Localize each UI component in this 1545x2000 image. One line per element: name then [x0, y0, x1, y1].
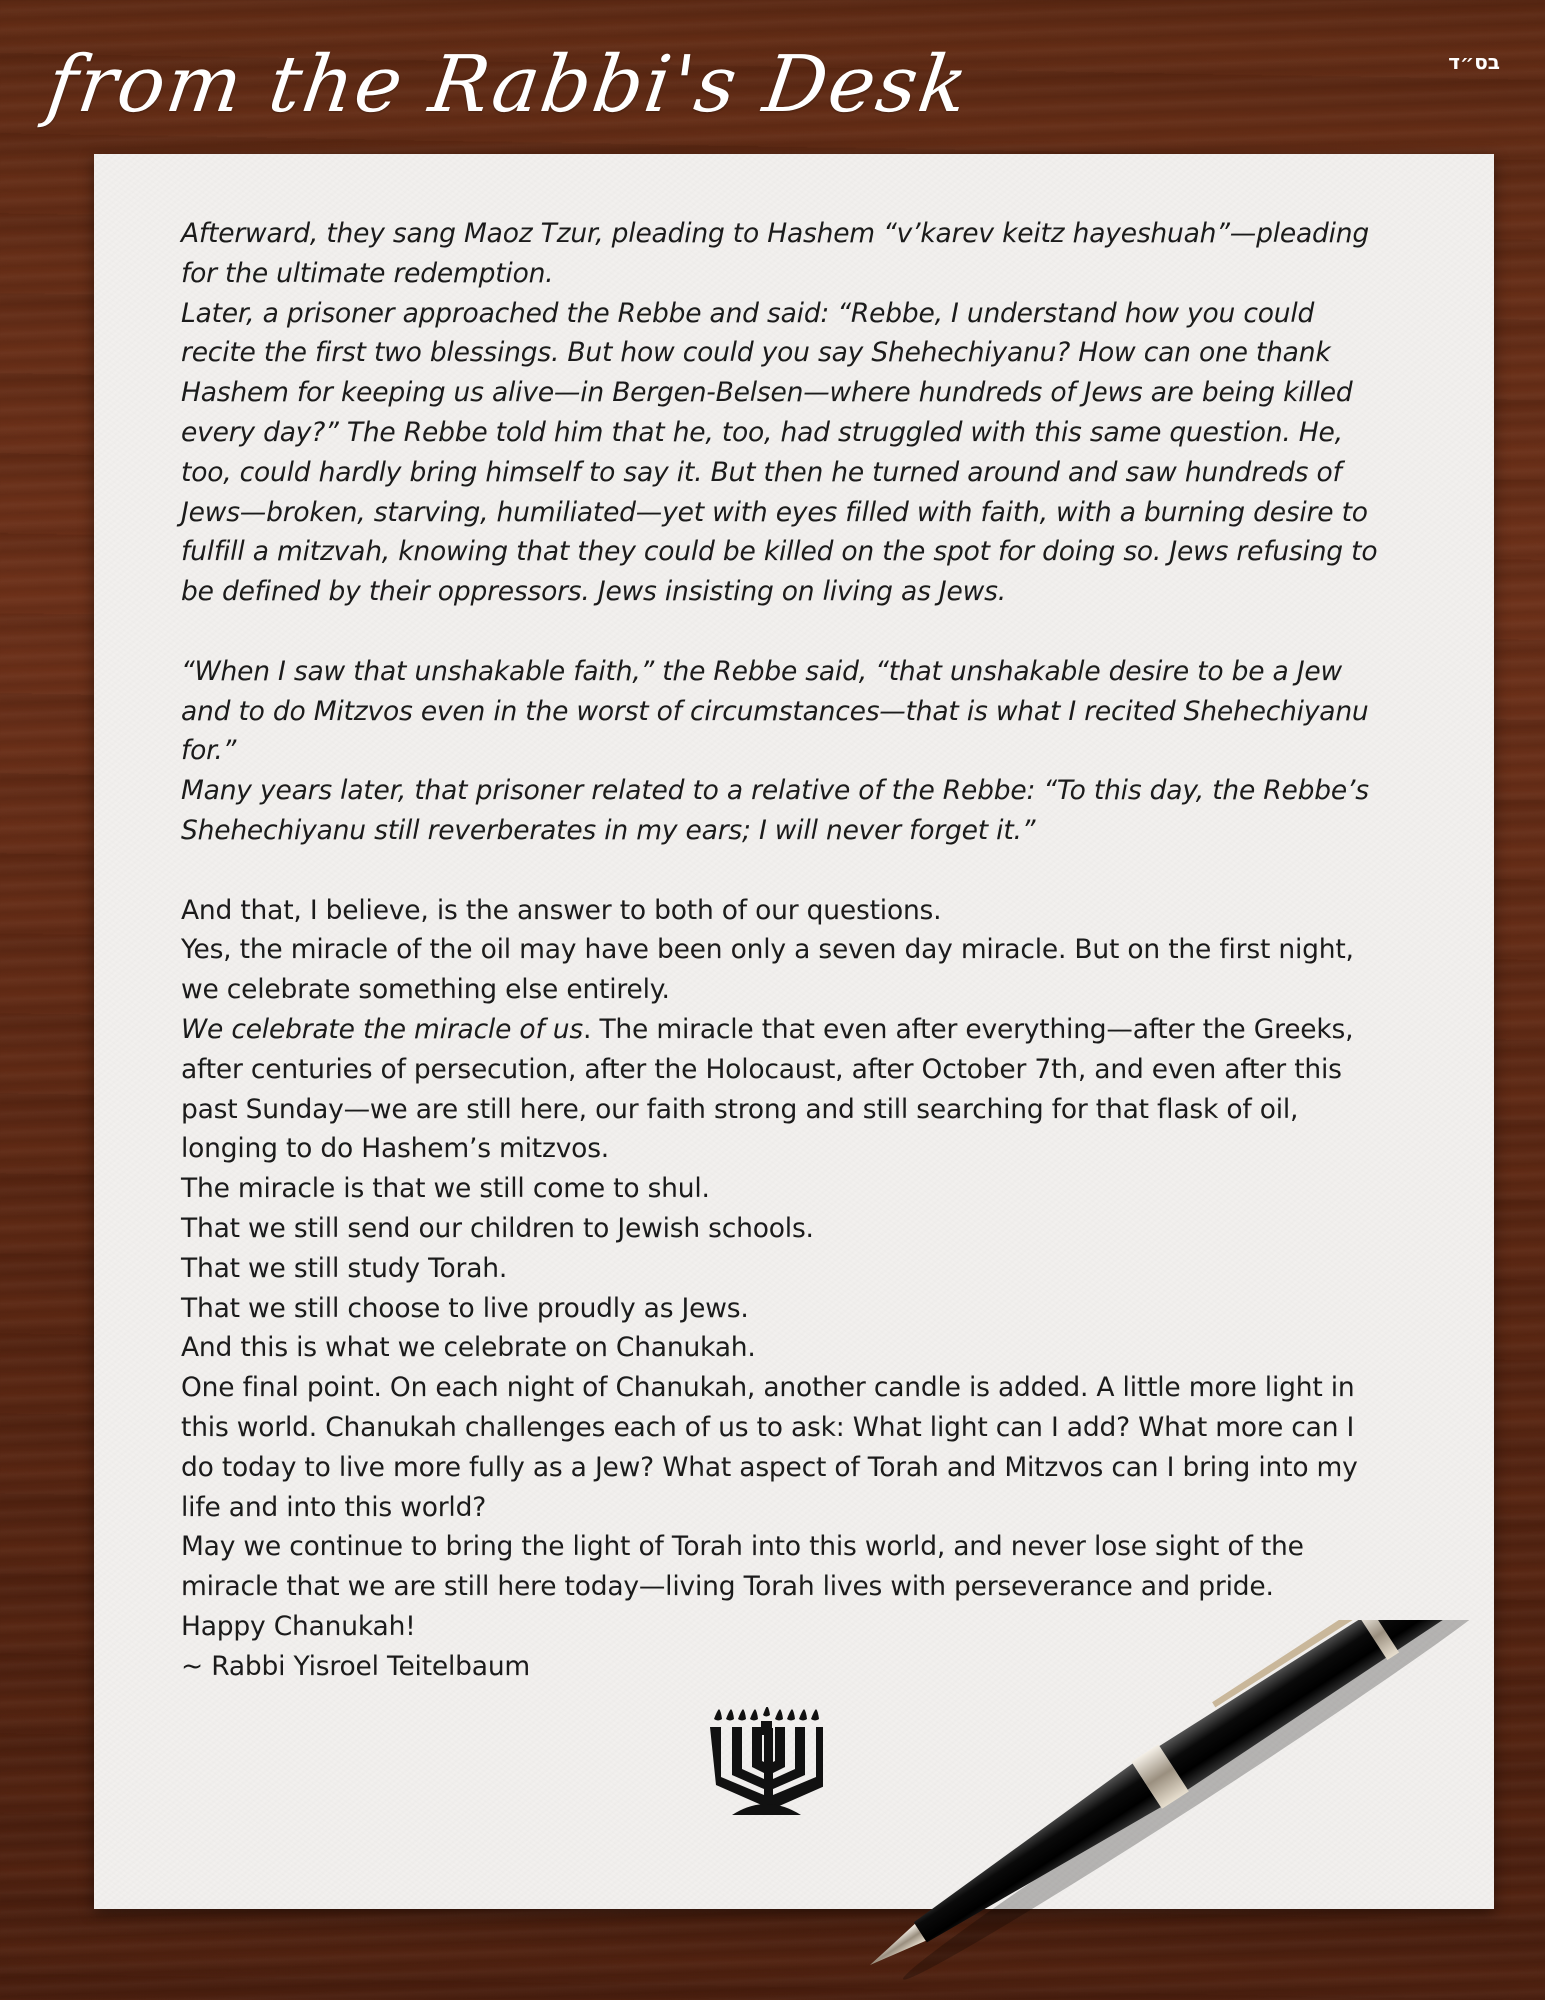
story-paragraph: Later, a prisoner approached the Rebbe and said: “Rebbe, I understand how you could recite the first two blessings. But how could you say Shehechiyanu? How can one thank Hashem for keeping us alive—in Bergen-Belsen—where hundreds of Jews are being killed every day?” The Rebbe told him that he, too, had struggled with this same question. He, too, could hardly bring himself to say it. But then he turned around and saw hundreds of Jews—broken, starving, humiliated—yet with eyes filled with faith, with a burning desire to fulfill a mitzvah, knowing that they could be killed on the spot for doing so. Jews refusing to be defined by their oppressors. Jews insisting on living as Jews. — [181, 297, 1378, 608]
paragraph: And that, I believe, is the answer to both of our questions. — [181, 894, 942, 926]
closing: Happy Chanukah! — [181, 1610, 416, 1642]
pen-illustration — [850, 1620, 1545, 2000]
spacer — [181, 851, 1381, 891]
paragraph: Yes, the miracle of the oil may have been only a seven day miracle. But on the first night, we celebrate something else entirely. — [181, 934, 1354, 1006]
menorah-icon — [710, 1707, 823, 1815]
paragraph: And this is what we celebrate on Chanukah. — [181, 1332, 756, 1364]
paragraph-text: . The miracle that even after everything—after the Greeks, after centuries of persecution, after the Holocaust, after October 7th, and even after this past Sunday—we are still here, our faith strong and still searching for that flask of oil, longing to do Hashem’s mitzvos. — [181, 1013, 1354, 1165]
page-title: from the Rabbi's Desk — [41, 40, 975, 130]
paragraph: One final point. On each night of Chanukah, another candle is added. A little more light in this world. Chanukah challenges each of us to ask: What light can I add? What more can I do today to live more fully as a Jew? What aspect of Torah and Mitzvos can I bring into my life and into this world? — [181, 1372, 1358, 1523]
story-paragraph: Many years later, that prisoner related to a relative of the Rebbe: “To this day, the Rebbe’s Shehechiyanu still reverberates in my ears; I will never forget it.” — [181, 775, 1369, 846]
paragraph: That we still study Torah. — [181, 1252, 508, 1284]
signature: ~ Rabbi Yisroel Teitelbaum — [181, 1650, 531, 1682]
paragraph: The miracle is that we still come to shul. — [181, 1173, 710, 1205]
paragraph — [181, 1010, 1381, 1169]
paragraph: May we continue to bring the light of Torah into this world, and never lose sight of the miracle that we are still here today—living Torah lives with perseverance and pride. — [181, 1531, 1304, 1603]
paragraph: That we still choose to live proudly as Jews. — [181, 1292, 749, 1324]
letter-body — [181, 214, 1381, 1686]
paragraph: That we still send our children to Jewish schools. — [181, 1212, 814, 1244]
spacer — [181, 612, 1381, 652]
emphasis-text: We celebrate the miracle of us — [181, 1013, 583, 1045]
story-paragraph: “When I saw that unshakable faith,” the Rebbe said, “that unshakable desire to be a Jew and to do Mitzvos even in the worst of circumstances—that is what I recited Shehechiyanu for.” — [181, 655, 1369, 767]
bsd-mark: בס״ד — [1448, 50, 1500, 74]
story-paragraph: Afterward, they sang Maoz Tzur, pleading to Hashem “v’karev keitz hayeshuah”—pleading for the ultimate redemption. — [181, 218, 1370, 289]
